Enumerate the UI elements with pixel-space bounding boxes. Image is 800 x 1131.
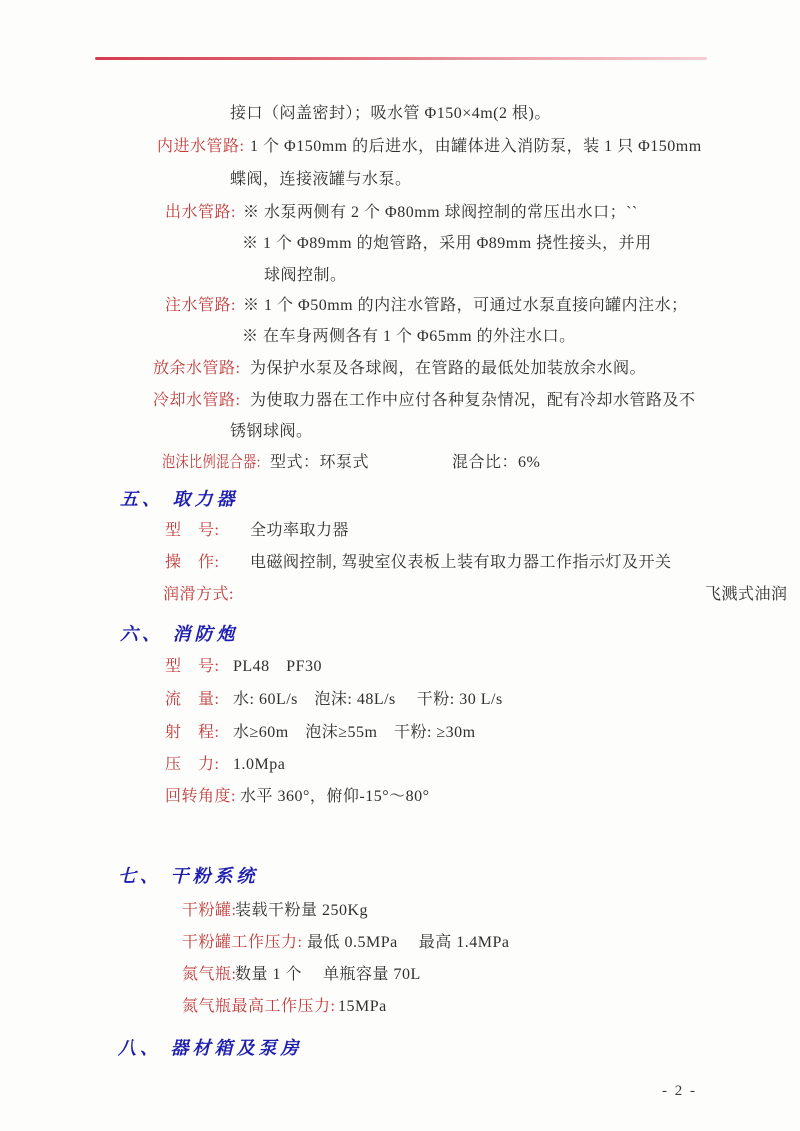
monitor-flow-label: 流 量: [165, 691, 220, 708]
outlet-line3: 球阀控制。 [264, 267, 347, 284]
top-divider-line [95, 57, 707, 60]
cooling-line2: 锈钢球阀。 [230, 423, 313, 440]
cooling-line1: 为使取力器在工作中应付各种复杂情况，配有冷却水管路及不 [250, 392, 696, 409]
foam-mixer-ratio: 混合比：6% [452, 454, 541, 471]
inner-inlet-label: 内进水管路: [157, 138, 245, 155]
pto-lubrication-label: 润滑方式: [163, 586, 234, 603]
powder-tank-pressure-label: 干粉罐工作压力: [182, 934, 303, 951]
outlet-line2: ※ 1 个 Φ89mm 的炮管路，采用 Φ89mm 挠性接头，并用 [242, 235, 652, 252]
cooling-label: 冷却水管路: [153, 392, 241, 409]
monitor-range-value: 水≥60m 泡沫≥55m 干粉: ≥30m [233, 724, 476, 741]
foam-mixer-label-text: 泡沫比例混合器: [162, 454, 261, 471]
pto-lubrication-value: 飞溅式油润 [705, 586, 788, 603]
drain-line1: 为保护水泵及各球阀，在管路的最低处加装放余水阀。 [250, 360, 647, 377]
section7-title: 七、 干粉系统 [118, 866, 259, 886]
monitor-rotation-label: 回转角度: [165, 788, 236, 805]
pto-model-value: 全功率取力器 [250, 522, 350, 539]
monitor-pressure-label: 压 力: [165, 756, 220, 773]
monitor-flow-value: 水: 60L/s 泡沫: 48L/s 干粉: 30 L/s [233, 691, 503, 708]
monitor-rotation-value: 水平 360°，俯仰-15°～80° [240, 788, 430, 805]
section8-title: 八、 器材箱及泵房 [118, 1038, 303, 1058]
outlet-label: 出水管路: [165, 204, 236, 221]
outlet-line1: ※ 水泵两侧有 2 个 Φ80mm 球阀控制的常压出水口；`` [243, 204, 638, 221]
foam-mixer-label [162, 453, 282, 473]
filling-line1: ※ 1 个 Φ50mm 的内注水管路，可通过水泵直接向罐内注水； [243, 297, 688, 314]
powder-tank-value: 装载干粉量 250Kg [235, 902, 369, 919]
foam-mixer-type: 型式：环泵式 [270, 454, 370, 471]
inner-inlet-line1: 1 个 Φ150mm 的后进水，由罐体进入消防泵，装 1 只 Φ150mm [250, 138, 702, 155]
nitrogen-max-pressure-value: 15MPa [338, 998, 387, 1015]
powder-tank-label: 干粉罐: [182, 902, 237, 919]
page-number: - 2 - [662, 1083, 697, 1099]
pto-operation-label: 操 作: [165, 554, 220, 571]
monitor-pressure-value: 1.0Mpa [233, 756, 286, 773]
nitrogen-max-pressure-label: 氮气瓶最高工作压力: [182, 998, 336, 1015]
drain-label: 放余水管路: [153, 360, 241, 377]
nitrogen-bottle-label: 氮气瓶: [182, 966, 237, 983]
pto-operation-value: 电磁阀控制, 驾驶室仪表板上装有取力器工作指示灯及开关 [250, 554, 672, 571]
powder-tank-pressure-value: 最低 0.5MPa 最高 1.4MPa [307, 934, 510, 951]
section6-title: 六、 消防炮 [120, 624, 239, 644]
pto-model-label: 型 号: [165, 522, 220, 539]
suction-port-line: 接口（闷盖密封）；吸水管 Φ150×4m(2 根)。 [230, 105, 551, 122]
monitor-model-value: PL48 PF30 [233, 658, 322, 675]
inner-inlet-line2: 蝶阀，连接液罐与水泵。 [230, 171, 412, 188]
monitor-range-label: 射 程: [165, 724, 220, 741]
nitrogen-bottle-value: 数量 1 个 单瓶容量 70L [235, 966, 421, 983]
filling-label: 注水管路: [165, 297, 236, 314]
monitor-model-label: 型 号: [165, 658, 220, 675]
section5-title: 五、 取力器 [120, 489, 239, 509]
filling-line2: ※ 在车身两侧各有 1 个 Φ65mm 的外注水口。 [242, 328, 576, 345]
